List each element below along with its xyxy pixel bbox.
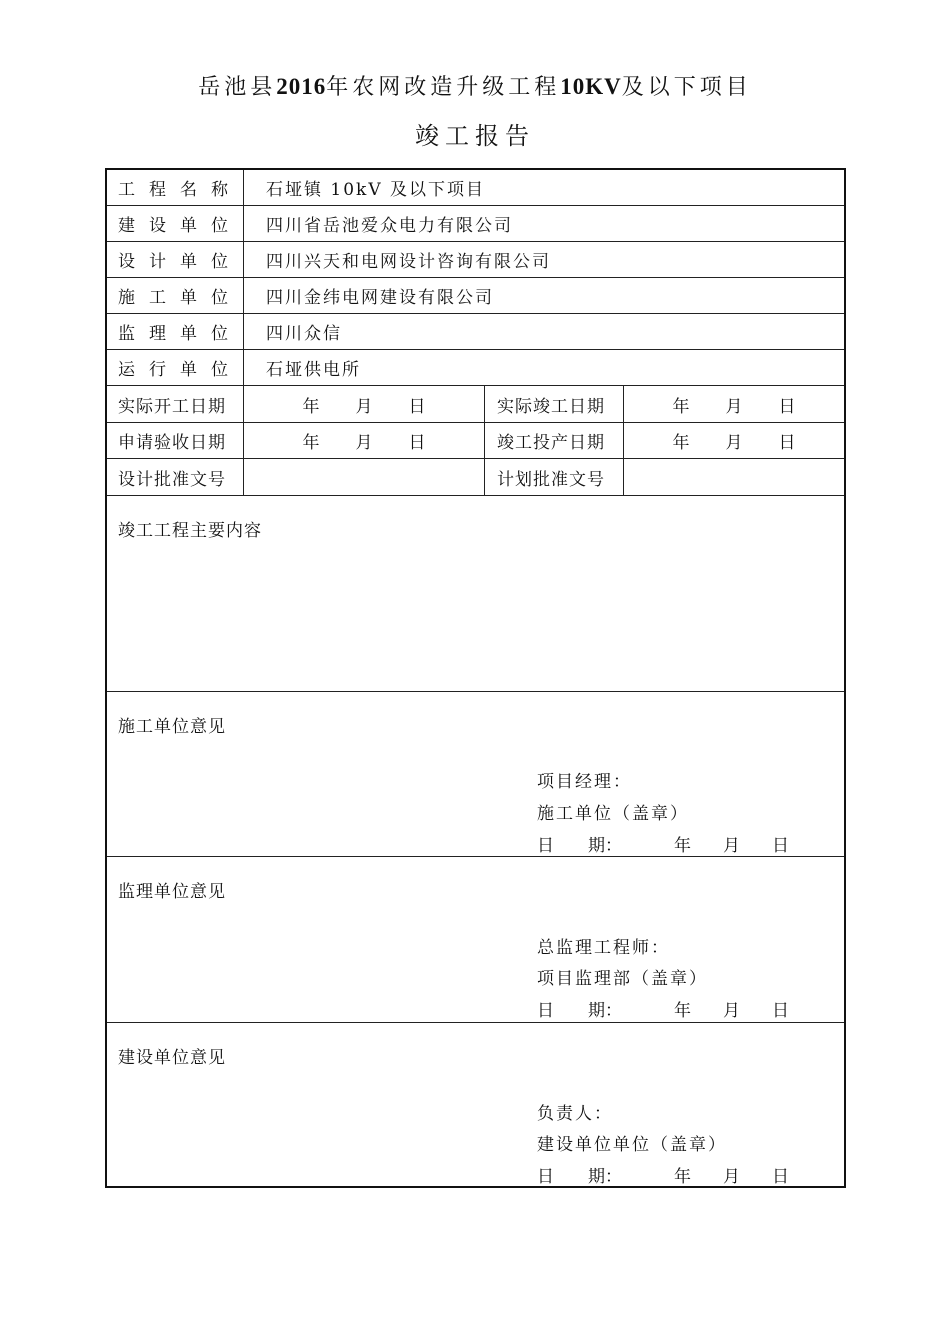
date-label: 实际开工日期 (118, 396, 226, 417)
title-prefix: 岳池县 (198, 75, 277, 100)
info-row-builder (107, 206, 844, 242)
sign-date (537, 996, 789, 1021)
info-label: 建设单位 (118, 216, 242, 236)
document-title (0, 70, 950, 101)
info-value: 四川兴天和电网设计咨询有限公司 (243, 242, 844, 277)
stamp-label: 施工单位（盖章） (537, 804, 689, 824)
info-value: 四川省岳池爱众电力有限公司 (243, 206, 844, 241)
date-label: 申请验收日期 (118, 433, 226, 453)
info-label: 施工单位 (118, 288, 242, 308)
info-value: 四川金纬电网建设有限公司 (243, 278, 844, 313)
day-unit: 日 (408, 396, 426, 417)
year-unit: 年 (302, 396, 320, 417)
info-label: 监理单位 (118, 324, 242, 344)
day-unit: 日 (772, 1167, 789, 1187)
info-value: 石垭镇 10kV 及以下项目 (243, 170, 844, 205)
opinion-section-supervisor (107, 857, 844, 1023)
signer-label: 总监理工程师： (537, 938, 670, 958)
year-unit: 年 (302, 433, 320, 453)
opinion-section-constructor (107, 692, 844, 857)
info-row-project-name (107, 170, 844, 206)
date-value (243, 423, 484, 458)
opinion-title: 施工单位意见 (118, 717, 226, 737)
date-row-acceptance-operation (107, 423, 844, 459)
opinion-title: 建设单位意见 (118, 1048, 226, 1068)
info-label: 工程名称 (118, 180, 242, 200)
date-label: 日 期： (537, 1167, 622, 1187)
day-unit: 日 (772, 836, 789, 856)
day-unit: 日 (778, 433, 796, 453)
date-value (243, 386, 484, 422)
info-row-supervisor (107, 314, 844, 350)
opinion-title: 监理单位意见 (118, 882, 226, 902)
year-unit: 年 (674, 1167, 691, 1187)
sign-date (537, 831, 789, 856)
info-label: 设计单位 (118, 252, 242, 272)
document-subtitle: 竣工报告 (415, 122, 535, 150)
date-label: 竣工投产日期 (484, 423, 623, 458)
signer-label: 负责人： (537, 1104, 613, 1124)
signer-label: 项目经理： (537, 772, 632, 792)
info-row-operator (107, 350, 844, 386)
year-unit: 年 (674, 1001, 691, 1021)
info-value: 石垭供电所 (243, 350, 844, 385)
year-unit: 年 (674, 836, 691, 856)
approval-value (243, 459, 484, 495)
month-unit: 月 (723, 836, 740, 856)
opinion-section-builder (107, 1023, 844, 1186)
month-unit: 月 (723, 1167, 740, 1187)
title-mid: 年农网改造升级工程 (326, 75, 561, 100)
report-form (105, 168, 846, 1188)
main-content-section (107, 496, 844, 692)
stamp-label: 项目监理部（盖章） (537, 969, 708, 989)
info-row-designer (107, 242, 844, 278)
month-unit: 月 (723, 1001, 740, 1021)
date-label: 日 期： (537, 1001, 622, 1021)
stamp-label: 建设单位单位（盖章） (537, 1135, 727, 1155)
date-value (623, 423, 844, 458)
title-kv: 10KV (560, 74, 622, 99)
date-row-start-finish (107, 386, 844, 423)
sign-date (537, 1162, 789, 1187)
approval-label: 计划批准文号 (484, 459, 623, 495)
date-label: 实际竣工日期 (484, 386, 623, 422)
year-unit: 年 (672, 433, 690, 453)
info-value: 四川众信 (243, 314, 844, 349)
month-unit: 月 (355, 396, 373, 417)
approval-number-row (107, 459, 844, 496)
day-unit: 日 (772, 1001, 789, 1021)
month-unit: 月 (355, 433, 373, 453)
title-year: 2016 (276, 74, 327, 99)
year-unit: 年 (672, 396, 690, 417)
date-label: 日 期： (537, 836, 622, 856)
month-unit: 月 (725, 433, 743, 453)
day-unit: 日 (778, 396, 796, 417)
date-value (623, 386, 844, 422)
title-suffix: 及以下项目 (621, 75, 752, 100)
approval-value (623, 459, 844, 495)
info-label: 运行单位 (118, 360, 242, 380)
day-unit: 日 (408, 433, 426, 453)
approval-label: 设计批准文号 (118, 469, 226, 490)
info-row-constructor (107, 278, 844, 314)
main-content-label: 竣工工程主要内容 (118, 521, 262, 541)
month-unit: 月 (725, 396, 743, 417)
